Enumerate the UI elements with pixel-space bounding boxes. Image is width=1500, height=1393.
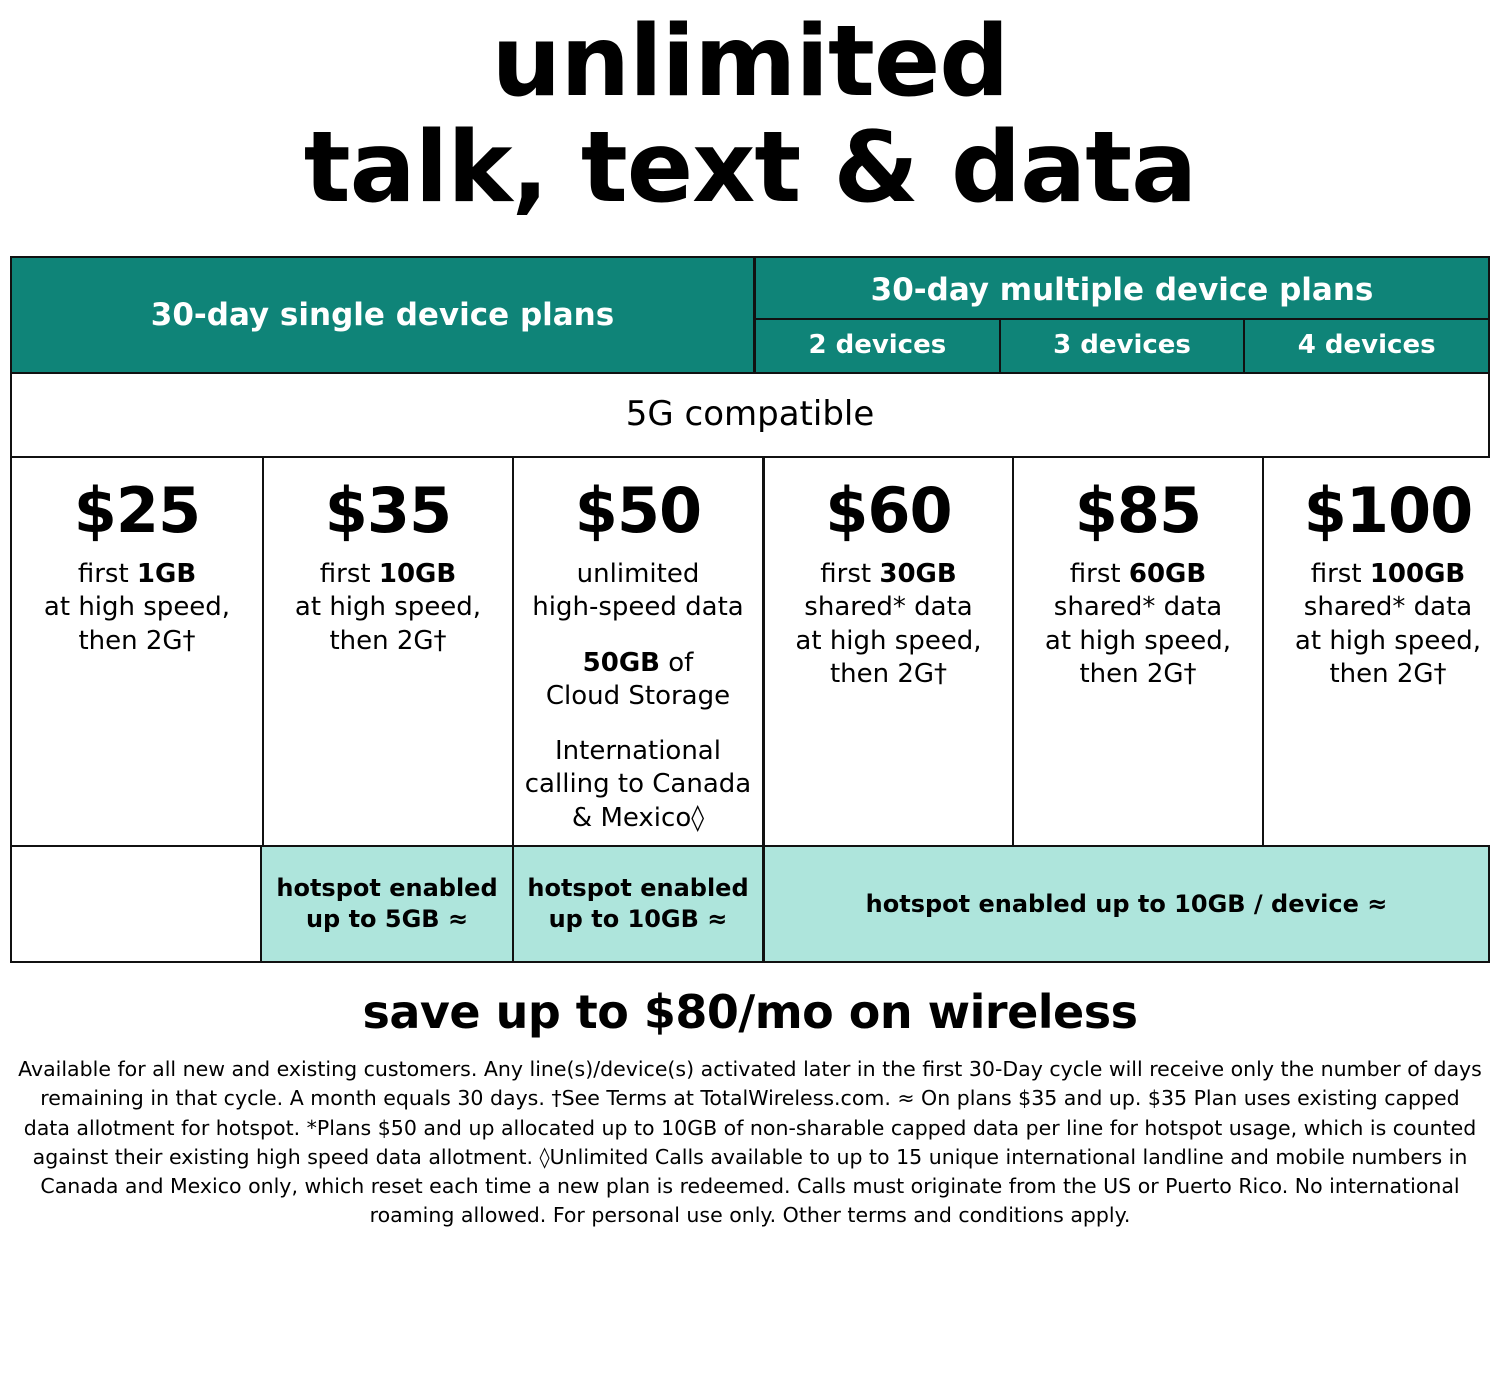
multi-device-header-label: 30-day multiple device plans [756,258,1488,320]
plan-60-shared-line: shared* data [804,592,973,623]
headline-line-1: unlimited [491,5,1009,119]
plan-35-data-amount: 10GB [378,559,457,590]
plan-25-data-amount: 1GB [136,559,197,590]
plan-100-data-amount: 100GB [1369,559,1466,590]
multi-device-header [756,258,1488,372]
headline-line-2: talk, text & data [303,111,1197,226]
plan-desc-25 [20,558,254,658]
plan-50-intl-line-2: calling to Canada & Mexico◊ [524,769,752,833]
plan-100-shared-line: shared* data [1303,592,1473,623]
plan-price-50: $50 [574,474,702,548]
plan-35-first-label: first [319,559,379,590]
plan-price-25: $25 [73,474,201,548]
plan-50-unlimited-line: unlimited [576,559,700,590]
single-device-header [12,258,756,372]
plan-column-50[interactable] [512,458,762,845]
plan-100-speed-line: at high speed, [1294,625,1482,656]
plan-50-intl-calling [522,735,754,835]
plan-50-cloud-amount: 50GB [582,647,660,678]
plan-desc-100 [1272,558,1500,691]
plan-price-60: $60 [825,474,952,548]
plan-column-25[interactable] [12,458,262,845]
plan-column-35[interactable] [262,458,512,845]
plan-25-speed-line: at high speed, [43,592,231,623]
plan-columns [12,458,1488,845]
hotspot-empty-cell [12,847,262,961]
table-header-band [12,258,1488,372]
column-header-4-devices: 4 devices [1243,320,1488,372]
plans-table [10,256,1490,963]
compatibility-banner: 5G compatible [12,372,1488,458]
plan-desc-50 [522,558,754,835]
plan-35-then-line: then 2G† [329,625,447,656]
plan-85-then-line: then 2G† [1079,658,1197,689]
plan-column-85[interactable] [1012,458,1262,845]
savings-callout: save up to $80/mo on wireless [362,985,1138,1040]
plan-85-shared-line: shared* data [1053,592,1223,623]
plan-85-data-amount: 60GB [1128,559,1207,590]
plan-25-first-label: first [77,559,137,590]
plan-60-speed-line: at high speed, [795,625,982,656]
plan-85-first-label: first [1069,559,1129,590]
plan-desc-85 [1022,558,1254,691]
plan-35-speed-line: at high speed, [294,592,482,623]
plan-60-then-line: then 2G† [829,658,948,689]
plan-price-35: $35 [324,474,452,548]
plan-100-then-line: then 2G† [1329,658,1447,689]
plan-desc-60 [773,558,1004,691]
single-device-header-label: 30-day single device plans [150,296,615,333]
plan-50-cloud-storage [522,647,754,714]
plan-desc-35 [272,558,504,658]
plan-85-speed-line: at high speed, [1044,625,1232,656]
plan-50-intl-line-1: International [555,736,721,767]
plan-60-first-label: first [820,559,880,590]
plan-50-cloud-of: of [660,647,694,678]
plan-price-100: $100 [1303,474,1473,548]
hotspot-band [12,845,1488,961]
column-header-2-devices: 2 devices [808,330,947,361]
plan-price-85: $85 [1074,474,1202,548]
hotspot-cell-50: hotspot enabled up to 10GB ≈ [512,847,762,961]
hotspot-cell-35: hotspot enabled up to 5GB ≈ [262,847,512,961]
plan-100-first-label: first [1310,559,1370,590]
plan-50-cloud-label: Cloud Storage [545,680,731,711]
plan-column-100[interactable] [1262,458,1500,845]
plan-25-then-line: then 2G† [78,625,196,656]
column-header-3-devices: 3 devices [999,320,1244,372]
page-title [0,0,1500,226]
plan-60-data-amount: 30GB [879,559,957,590]
plan-50-highspeed-line: high-speed data [532,592,744,623]
hotspot-cell-multi-device: hotspot enabled up to 10GB / device ≈ [762,847,1488,961]
plan-column-60[interactable] [762,458,1012,845]
fine-print: Available for all new and existing customers. Any line(s)/device(s) activated later in the first 30-Day cycle will receive only the number of days remaining in that cycle. A month equals 30 days. †See Terms at TotalWireless.com. ≈ On plans $35 and up. $35 Plan uses existing capped data allotment for hotspot. *Plans $50 and up allocated up to 10GB of non-sharable capped data per line for hotspot usage, which is counted against their existing high speed data allotment. ◊Unlimited Calls available to up to 15 unique international landline and mobile numbers in Canada and Mexico only, which reset each time a new plan is redeemed. Calls must originate from the US or Puerto Rico. No international roaming allowed. For personal use only. Other terms and conditions apply. [18,1057,1482,1227]
